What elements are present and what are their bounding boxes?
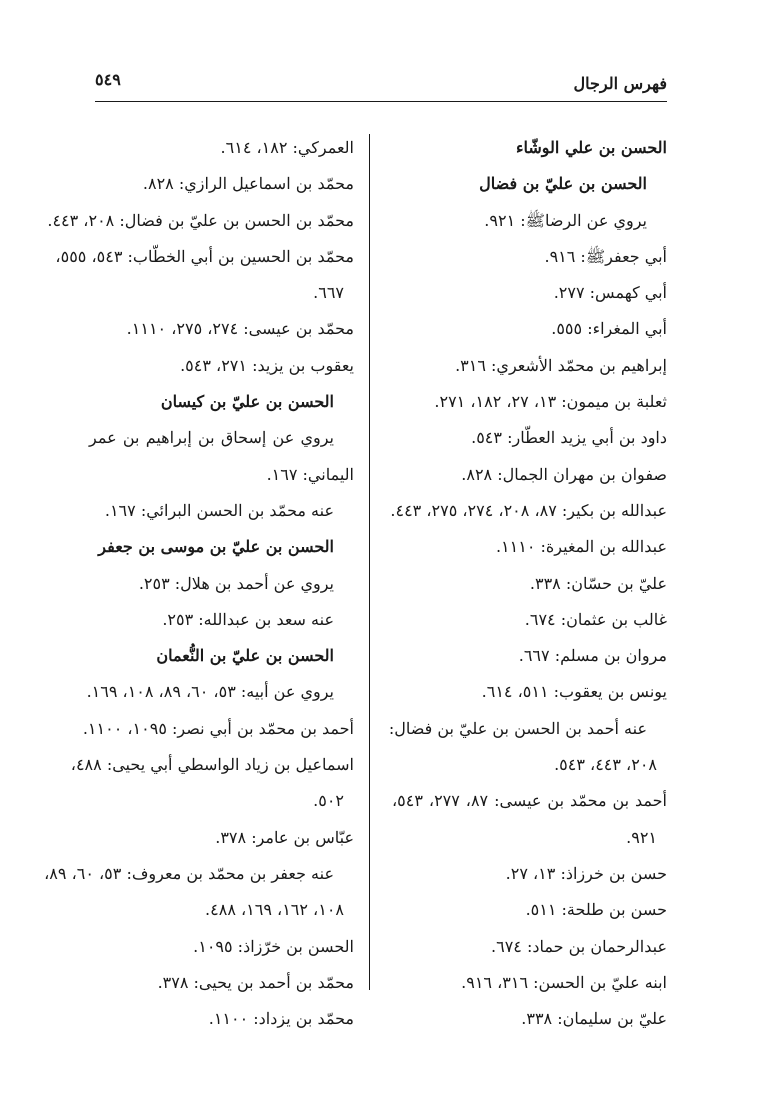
index-line: أبي جعفرﷺ: ٩١٦. [544,246,667,266]
index-line: محمّد بن يزداد: ١١٠٠. [208,1009,354,1029]
index-line: عليّ بن سليمان: ٣٣٨. [521,1009,667,1029]
index-line: العمركي: ١٨٢، ٦١٤. [220,138,354,157]
index-line: ابنه عليّ بن الحسن: ٣١٦، ٩١٦. [461,972,667,992]
column-divider [369,134,370,990]
index-line: عبّاس بن عامر: ٣٧٨. [215,827,354,847]
index-line: يروي عن أبيه: ٥٣، ٦٠، ٨٩، ١٠٨، ١٦٩. [86,682,334,702]
index-line: عنه محمّد بن الحسن البرائي: ١٦٧. [104,500,334,520]
index-line: أبي كهمس: ٢٧٧. [553,283,667,303]
index-line: عليّ بن حسّان: ٣٣٨. [529,573,667,593]
index-line: عبدالله بن بكير: ٨٧، ٢٠٨، ٢٧٤، ٢٧٥، ٤٤٣. [390,500,667,520]
index-line: يروي عن الرضاﷺ: ٩٢١. [484,210,647,230]
index-line: صفوان بن مهران الجمال: ٨٢٨. [461,464,667,484]
index-line: ١٠٨، ١٦٢، ١٦٩، ٤٨٨. [205,900,344,920]
index-line: الحسن بن خرّزاذ: ١٠٩٥. [193,936,354,956]
left-column [44,130,354,1037]
index-line: أحمد بن محمّد بن أبي نصر: ١٠٩٥، ١١٠٠. [82,718,354,738]
index-line: ٢٠٨، ٤٤٣، ٥٤٣. [554,755,657,775]
running-header [95,66,667,100]
index-line: محمّد بن الحسين بن أبي الخطّاب: ٥٤٣، ٥٥٥، [55,246,354,266]
index-line: محمّد بن الحسن بن عليّ بن فضال: ٢٠٨، ٤٤٣. [47,210,354,230]
right-column [388,130,668,1037]
index-line: يروي عن أحمد بن هلال: ٢٥٣. [138,573,334,593]
index-line: محمّد بن عيسى: ٢٧٤، ٢٧٥، ١١١٠. [126,319,354,339]
index-line: ٦٦٧. [313,283,344,303]
index-line: أحمد بن محمّد بن عيسى: ٨٧، ٢٧٧، ٥٤٣، [392,791,668,811]
index-line: عنه جعفر بن محمّد بن معروف: ٥٣، ٦٠، ٨٩، [44,863,334,883]
entry-heading: الحسن بن عليّ بن فضال [479,174,647,194]
index-line: اليماني: ١٦٧. [266,464,354,484]
entry-heading: الحسن بن علي الوشّاء [515,138,667,157]
entry-heading: الحسن بن عليّ بن موسى بن جعفر [98,537,334,557]
entry-heading: الحسن بن عليّ بن كيسان [160,392,334,412]
index-line: عنه سعد بن عبدالله: ٢٥٣. [162,609,334,629]
index-line: يونس بن يعقوب: ٥١١، ٦١٤. [481,682,667,702]
index-line: حسن بن طلحة: ٥١١. [525,900,667,920]
index-line: داود بن أبي يزيد العطّار: ٥٤٣. [471,428,667,448]
index-line: اسماعيل بن زياد الواسطي أبي يحيى: ٤٨٨، [70,755,354,775]
entry-heading: الحسن بن عليّ بن النُّعمان [156,646,334,666]
header-title: فهرس الرجال [573,74,667,93]
index-line: غالب بن عثمان: ٦٧٤. [524,609,667,629]
index-line: عبدالرحمان بن حماد: ٦٧٤. [491,936,667,956]
index-line: عنه أحمد بن الحسن بن عليّ بن فضال: [388,718,647,738]
index-line: عبدالله بن المغيرة: ١١١٠. [495,537,667,557]
index-line: ثعلبة بن ميمون: ١٣، ٢٧، ١٨٢، ٢٧١. [434,392,667,412]
index-line: أبي المغراء: ٥٥٥. [551,319,667,339]
index-line: محمّد بن اسماعيل الرازي: ٨٢٨. [142,174,354,194]
index-line: ٩٢١. [626,827,657,847]
index-line: ٥٠٢. [313,791,344,811]
page-number: ٥٤٩ [95,70,121,89]
index-line: إبراهيم بن محمّد الأشعري: ٣١٦. [455,355,667,375]
index-line: مروان بن مسلم: ٦٦٧. [518,646,667,666]
index-line: حسن بن خرزاذ: ١٣، ٢٧. [505,863,667,883]
index-line: يعقوب بن يزيد: ٢٧١، ٥٤٣. [180,355,354,375]
header-rule [95,101,667,102]
index-line: يروي عن إسحاق بن إبراهيم بن عمر [89,428,334,448]
index-line: محمّد بن أحمد بن يحيى: ٣٧٨. [157,972,354,992]
